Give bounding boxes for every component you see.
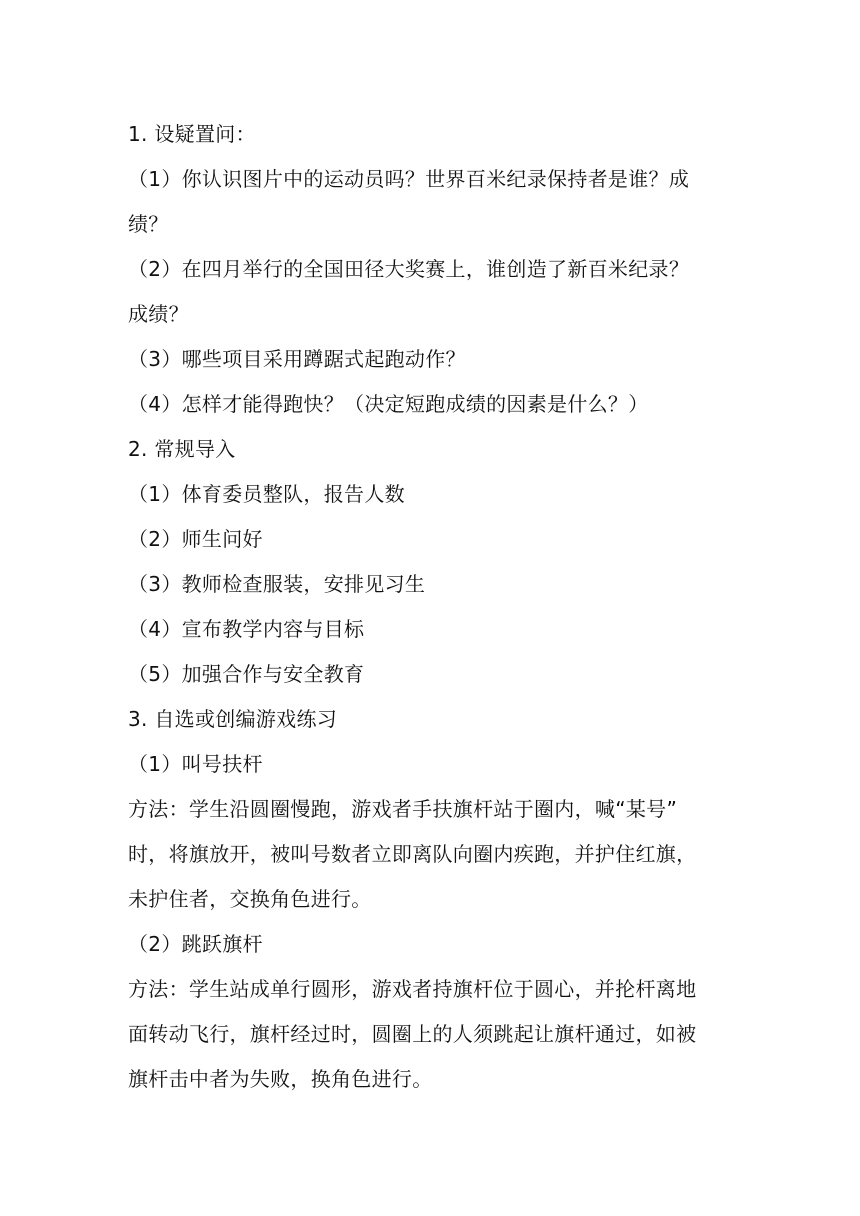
routine-item-2: （2）师生问好	[128, 527, 263, 551]
question-1-line-2: 绩？	[128, 212, 169, 236]
routine-item-5: （5）加强合作与安全教育	[128, 662, 365, 686]
document-body	[128, 112, 738, 1102]
game-1-method-line-3: 未护住者，交换角色进行。	[128, 887, 372, 911]
game-1-method-line-1: 方法：学生沿圆圈慢跑，游戏者手扶旗杆站于圈内，喊“某号”	[128, 797, 678, 821]
question-1-line-1: （1）你认识图片中的运动员吗？世界百米纪录保持者是谁？成	[128, 167, 690, 191]
section-heading-routine: 2. 常规导入	[128, 437, 236, 461]
question-2-line-2: 成绩？	[128, 302, 189, 326]
game-2-title: （2）跳跃旗杆	[128, 932, 263, 956]
game-2-method-line-1: 方法：学生站成单行圆形，游戏者持旗杆位于圆心，并抡杆离地	[128, 977, 697, 1001]
game-2-method-line-2: 面转动飞行，旗杆经过时，圆圈上的人须跳起让旗杆通过，如被	[128, 1022, 697, 1046]
question-2-line-1: （2）在四月举行的全国田径大奖赛上，谁创造了新百米纪录？	[128, 257, 690, 281]
routine-item-3: （3）教师检查服装，安排见习生	[128, 572, 426, 596]
game-1-title: （1）叫号扶杆	[128, 752, 263, 776]
game-2-method-line-3: 旗杆击中者为失败，换角色进行。	[128, 1067, 433, 1091]
game-1-method-line-2: 时，将旗放开，被叫号数者立即离队向圈内疾跑，并护住红旗，	[128, 842, 697, 866]
question-4: （4）怎样才能得跑快？（决定短跑成绩的因素是什么？）	[128, 392, 649, 416]
routine-item-1: （1）体育委员整队，报告人数	[128, 482, 405, 506]
question-3: （3）哪些项目采用蹲踞式起跑动作？	[128, 347, 466, 371]
section-heading-games: 3. 自选或创编游戏练习	[128, 707, 338, 731]
routine-item-4: （4）宣布教学内容与目标	[128, 617, 365, 641]
section-heading-questions: 1. 设疑置问：	[128, 122, 256, 146]
